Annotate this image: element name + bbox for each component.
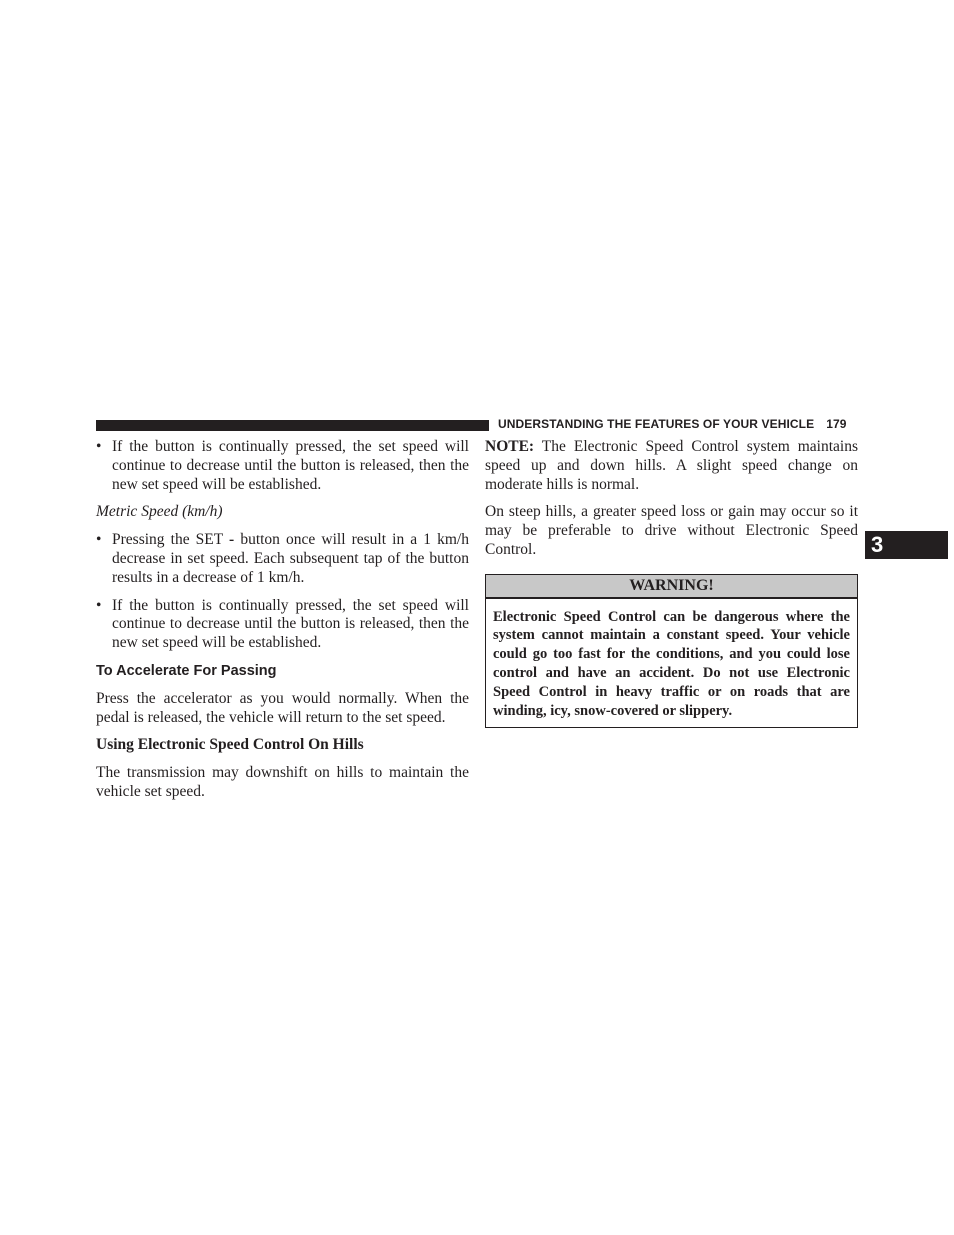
list-item-text-post: button once will result in a 1 km/h decrease in set speed. Each subsequent tap of the button results in a decrease of 1 km/h. bbox=[112, 531, 469, 586]
passing-heading: To Accelerate For Passing bbox=[96, 662, 277, 679]
right-column bbox=[485, 438, 858, 728]
list-item-text-pre: Pressing the SET bbox=[112, 531, 230, 549]
warning-title: WARNING! bbox=[486, 575, 857, 599]
bullet-list-decrease bbox=[96, 438, 469, 494]
list-item-text: If the button is continually pressed, the set speed will continue to decrease until the button is released, then the new set speed will be established. bbox=[112, 596, 469, 652]
warning-text: Electronic Speed Control can be dangerous where the system cannot maintain a constant speed. Your vehicle could go too fast for the conditions, and you could lose control and have an accident. Do not use Electronic Speed Control in heavy traffic or on roads that are winding, icy, snow-covered or slippery. bbox=[493, 608, 850, 719]
steep-hills-paragraph: On steep hills, a greater speed loss or gain may occur so it may be preferable to drive without Electronic Speed Control. bbox=[485, 503, 858, 558]
hills-heading: Using Electronic Speed Control On Hills bbox=[96, 736, 364, 754]
chapter-tab: 3 bbox=[865, 531, 948, 559]
note-text: The Electronic Speed Control system maintains speed up and down hills. A slight speed change on moderate hills is normal. bbox=[485, 438, 858, 493]
bullet-list-metric bbox=[96, 531, 469, 653]
page-number: 179 bbox=[826, 417, 847, 431]
hills-paragraph: The transmission may downshift on hills to maintain the vehicle set speed. bbox=[96, 764, 469, 800]
note-paragraph bbox=[485, 438, 858, 494]
note-label: NOTE: bbox=[485, 438, 535, 455]
minus-symbol: - bbox=[229, 531, 235, 549]
bullet-icon: • bbox=[96, 596, 102, 614]
header-rule-bar bbox=[96, 420, 489, 431]
metric-speed-heading: Metric Speed (km/h) bbox=[96, 503, 223, 521]
list-item bbox=[96, 531, 469, 587]
list-item bbox=[96, 597, 469, 653]
list-item bbox=[96, 438, 469, 494]
bullet-icon: • bbox=[96, 438, 102, 455]
passing-paragraph: Press the accelerator as you would normally. When the pedal is released, the vehicle will return to the set speed. bbox=[96, 689, 469, 726]
left-column bbox=[96, 438, 469, 811]
bullet-icon: • bbox=[96, 531, 102, 549]
list-item-text: If the button is continually pressed, the set speed will continue to decrease until the button is released, then the new set speed will be established. bbox=[112, 438, 469, 493]
section-title: UNDERSTANDING THE FEATURES OF YOUR VEHICLE bbox=[498, 417, 815, 431]
running-header bbox=[498, 417, 847, 431]
warning-box bbox=[485, 574, 858, 729]
